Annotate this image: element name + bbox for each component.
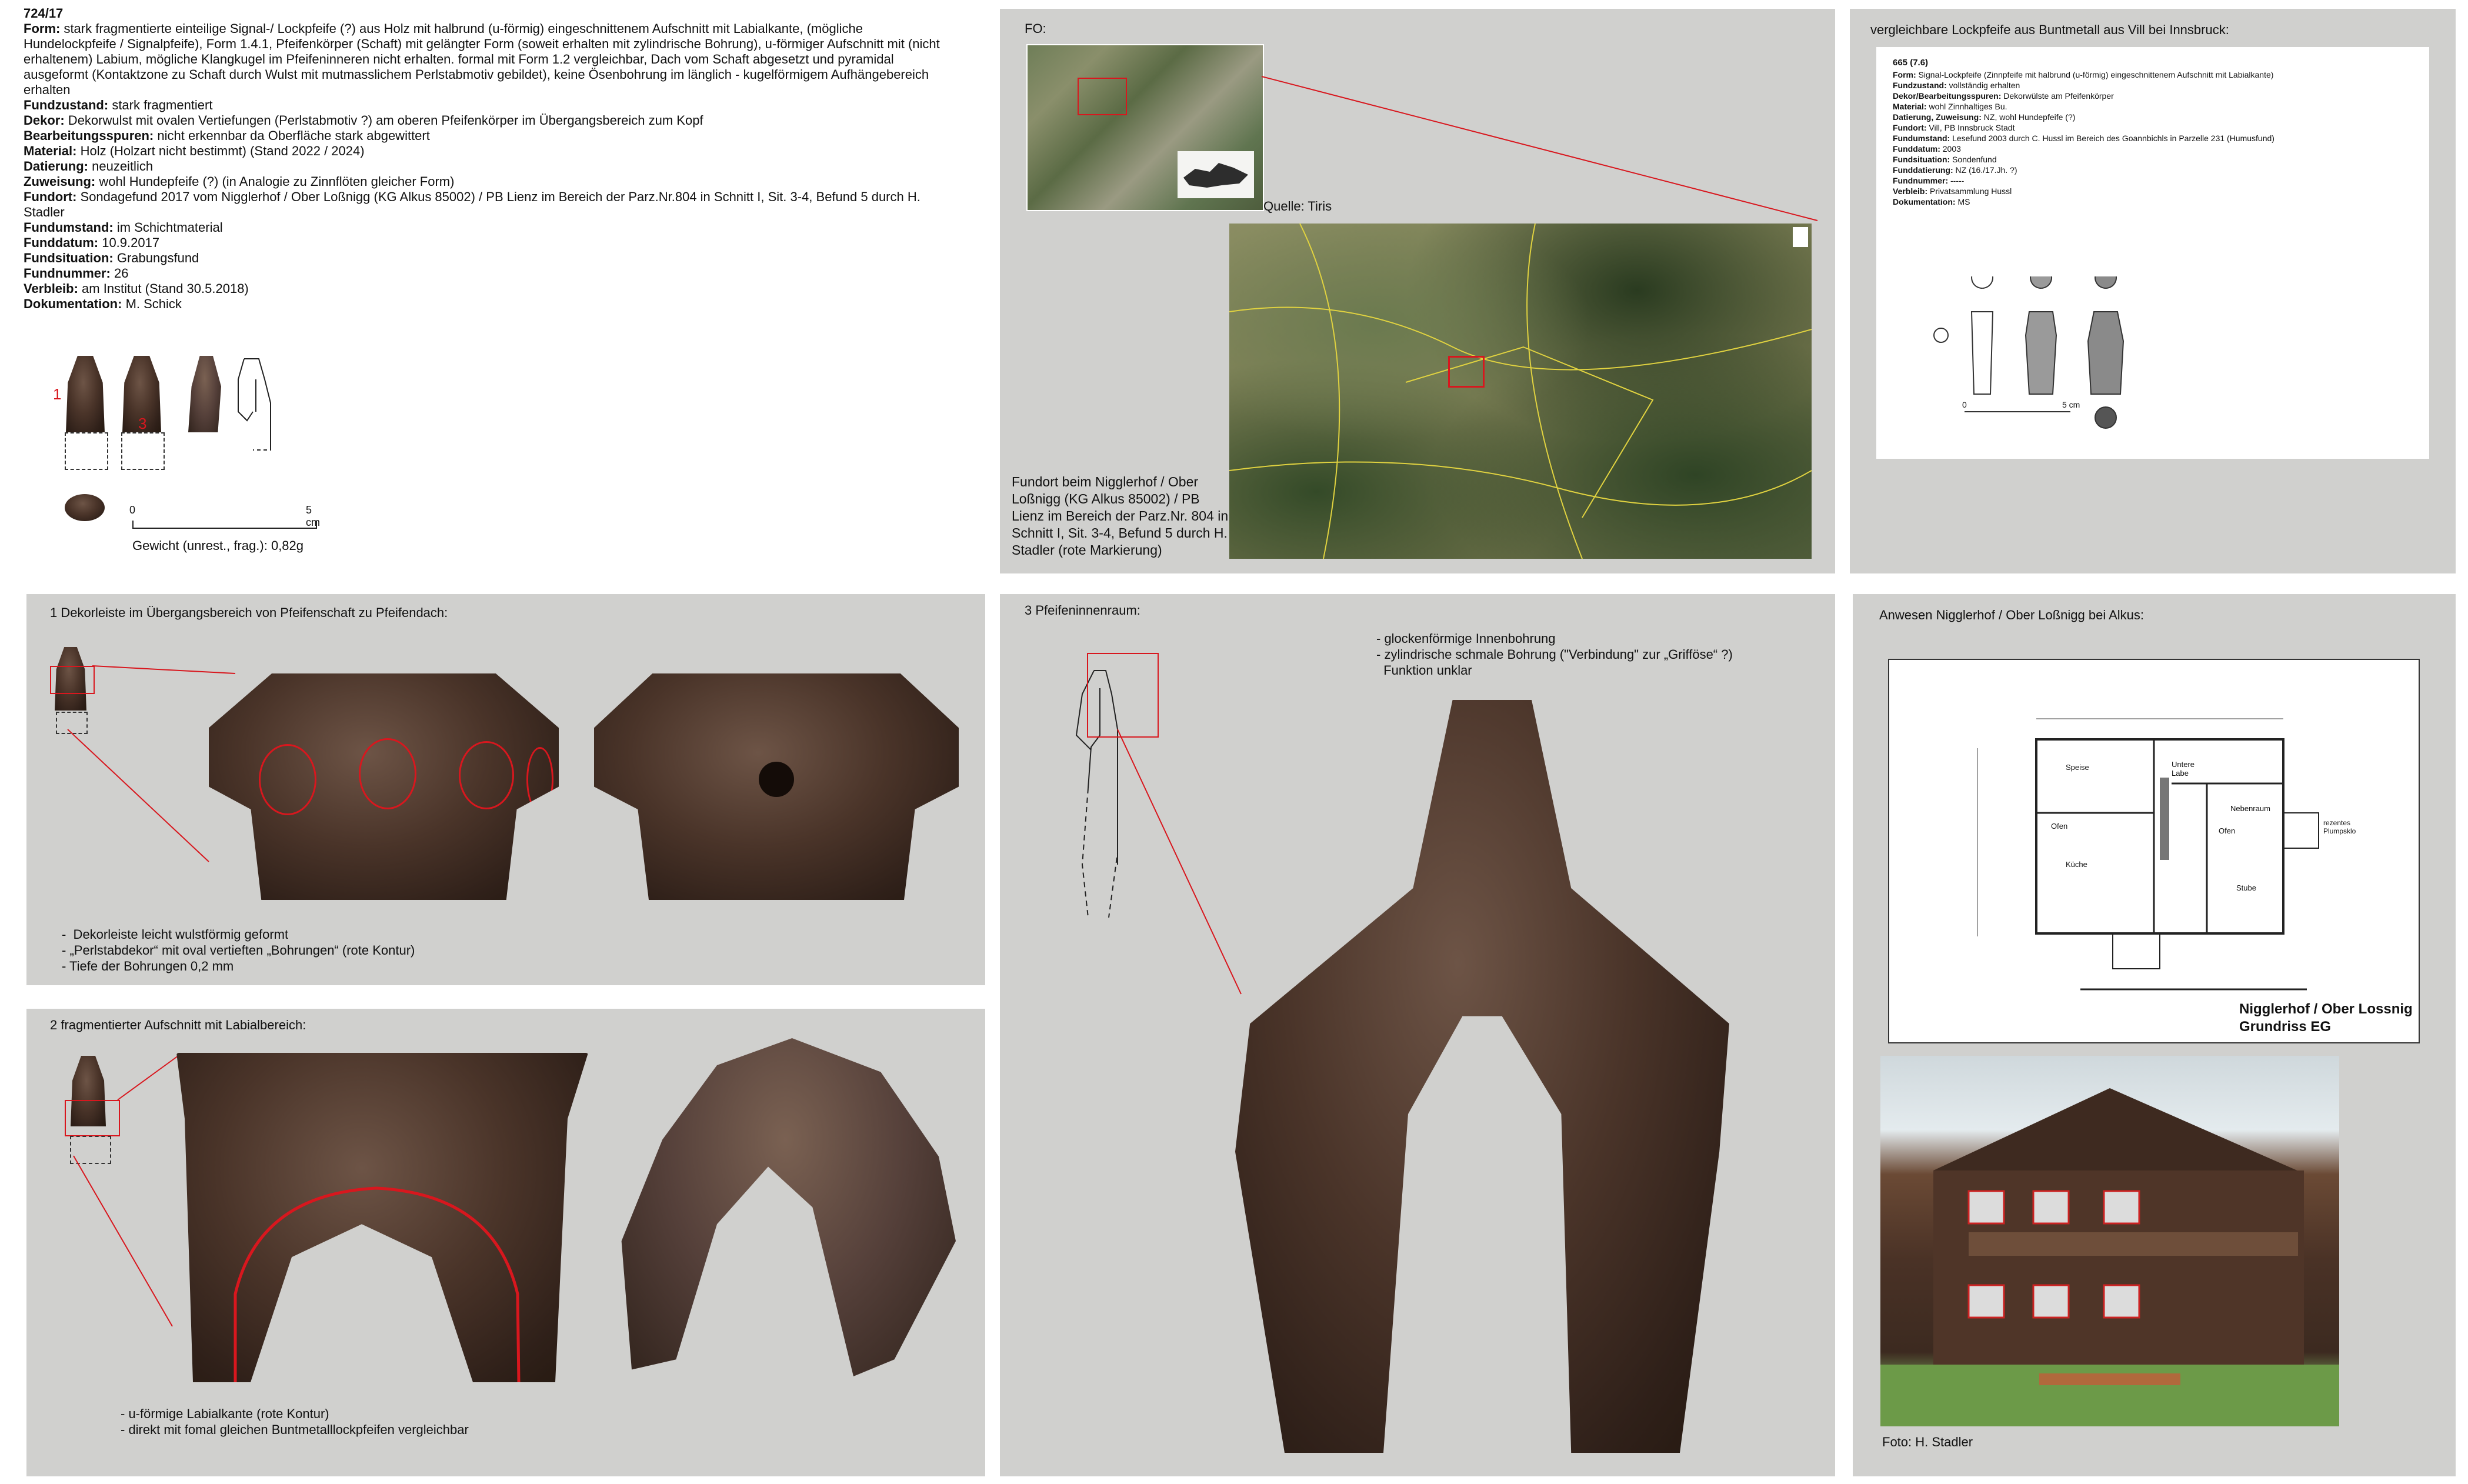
artifact-profile-drawing [229, 356, 282, 456]
entry-text: NZ, wohl Hundepfeife (?) [1981, 112, 2076, 122]
entry-line [1893, 69, 2410, 80]
entry-label: Funddatum: [1893, 144, 1940, 154]
entry-text: Sondenfund [1950, 155, 1997, 164]
entry-line [24, 174, 941, 189]
entry-label: Fundort: [24, 189, 77, 204]
entry-text: im Schichtmaterial [113, 220, 223, 235]
entry-line [24, 98, 941, 113]
entry-text: 26 [110, 266, 129, 281]
bullet-item: - zylindrische schmale Bohrung ("Verbindung" zur „Grifföse“ ?) [1376, 647, 1733, 662]
comparison-title: vergleichbare Lockpfeife aus Buntmetall aus Vill bei Innsbruck: [1870, 22, 2229, 37]
aerial-photo [1229, 224, 1812, 559]
entry-line [24, 144, 941, 159]
perlstab-hole [759, 762, 794, 797]
room-ofen-2: Ofen [2219, 826, 2236, 835]
room-ofen-1: Ofen [2051, 822, 2068, 831]
entry-line [24, 159, 941, 174]
entry-text: 2003 [1940, 144, 1961, 154]
reconstruction-outline-1 [65, 432, 108, 470]
entry-line [1893, 175, 2410, 186]
comparison-card-number: 665 (7.6) [1893, 58, 1929, 68]
entry-label: Datierung: [24, 159, 88, 174]
entry-text: nicht erkennbar da Oberfläche stark abgewittert [154, 128, 430, 143]
scale-bar [132, 521, 317, 529]
entry-line [24, 220, 941, 235]
entry-text: NZ (16./17.Jh. ?) [1953, 165, 2017, 175]
entry-line [24, 128, 941, 144]
entry-text: stark fragmentiert [108, 98, 213, 112]
compass-icon [1793, 227, 1808, 247]
bullet-item: Funktion unklar [1376, 663, 1472, 678]
weight-label: Gewicht (unrest., frag.): 0,82g [132, 538, 304, 553]
perlstab-ring-2 [359, 738, 416, 809]
bullet-item: - glockenförmige Innenbohrung [1376, 631, 1556, 646]
room-nebenraum: Nebenraum [2230, 804, 2270, 813]
entry-text: Signal-Lockpfeife (Zinnpfeife mit halbrund (u-förmig) eingeschnittenem Aufschnitt mit Labialkante) [1916, 70, 2274, 79]
entry-text: ----- [1948, 176, 1965, 185]
room-speise: Speise [2066, 763, 2089, 772]
entry-label: Zuweisung: [24, 174, 96, 189]
entry-text: am Institut (Stand 30.5.2018) [78, 281, 249, 296]
entry-line [24, 296, 941, 312]
bullet-item: - direkt mit fomal gleichen Buntmetalllockpfeifen vergleichbar [121, 1422, 469, 1437]
entry-label: Fundnummer: [1893, 176, 1949, 185]
fo-title: FO: [1025, 21, 1046, 36]
detail1-photo-plain [594, 673, 959, 900]
detail1-bullets [62, 926, 415, 974]
entry-line [1893, 91, 2410, 101]
entry-label: Verbleib: [24, 281, 78, 296]
entry-text: Grabungsfund [113, 251, 199, 265]
entry-label: Funddatierung: [1893, 165, 1953, 175]
photo-credit: Foto: H. Stadler [1882, 1435, 1973, 1449]
entry-text: Vill, PB Innsbruck Stadt [1926, 123, 2015, 132]
entry-label: Funddatum: [24, 235, 99, 250]
entry-line [24, 251, 941, 266]
house-photo [1880, 1056, 2339, 1426]
detail3-panel [1000, 594, 1835, 1476]
entry-line [1893, 101, 2410, 112]
detail1-title: 1 Dekorleiste im Übergangsbereich von Pfeifenschaft zu Pfeifendach: [50, 605, 448, 620]
entry-text: Dekorwülste am Pfeifenkörper [2001, 91, 2114, 101]
entry-label: Bearbeitungsspuren: [24, 128, 154, 143]
bullet-item: - u-förmige Labialkante (rote Kontur) [121, 1406, 329, 1421]
comparison-scale-start: 0 [1962, 400, 1967, 409]
entry-line [24, 21, 941, 98]
view-marker-3: 3 [138, 415, 147, 432]
catalog-sheet [24, 6, 941, 312]
entry-text: Privatsammlung Hussl [1927, 186, 2012, 196]
room-kueche: Küche [2066, 860, 2087, 869]
entry-text: vollständig erhalten [1946, 81, 2020, 90]
detail2-panel [26, 1009, 985, 1476]
plan-caption-line1: Nigglerhof / Ober Lossnig [2239, 1001, 2413, 1017]
entry-text: MS [1955, 197, 1970, 206]
entry-line [24, 266, 941, 281]
entry-line [1893, 144, 2410, 154]
room-plumpsklo: rezentes Plumpsklo [2323, 819, 2356, 835]
perlstab-ring-1 [259, 744, 316, 815]
detail1-photo-marked [209, 673, 559, 900]
house-panel [1853, 594, 2456, 1476]
catalog-number: 724/17 [24, 6, 64, 21]
bullet-item: - Tiefe der Bohrungen 0,2 mm [62, 959, 234, 973]
entry-label: Material: [1893, 102, 1927, 111]
entry-line [1893, 165, 2410, 175]
entry-line [1893, 154, 2410, 165]
entry-label: Fundnummer: [24, 266, 111, 281]
entry-line [1893, 122, 2410, 133]
entry-text: wohl Zinnhaltiges Bu. [1926, 102, 2007, 111]
entry-text: Lesefund 2003 durch C. Hussl im Bereich des Goannbichls in Parzelle 231 (Humusfund) [1950, 134, 2274, 143]
scale-start: 0 [129, 504, 136, 516]
entry-text: stark fragmentierte einteilige Signal-/ Lockpfeife (?) aus Holz mit halbrund (u-förmig) eingeschnittenem Aufschnitt mit Labialkante, (mögliche Hundelockpfeife / Signalpfeife), Form 1.4.1, Pfeifenkörper (Schaft) mit gelängter Form (soweit erhalten mit zylindrische Bohrung), u-förmiger Aufschnitt mit (nicht erhaltenem) Labium, mögliche Klangkugel im Pfeifeninneren nicht erhalten. formal mit Form 1.2 vergleichbar, Dach vom Schaft abgesetzt und pyramidal ausgeformt (Kontaktzone zu Schaft durch Wulst mit mutmasslichem Perlstabmotiv gebildet), keine Ösenbohrung im länglich - kugelförmigem Aufhängebereich erhalten [24, 21, 940, 97]
entry-label: Fundsituation: [1893, 155, 1950, 164]
bullet-item: - Dekorleiste leicht wulstförmig geformt [62, 927, 289, 942]
findspot-marker [1448, 356, 1485, 388]
perlstab-ring-3 [459, 741, 514, 809]
entry-line [1893, 196, 2410, 207]
detail3-bullets [1376, 631, 1733, 678]
entry-text: Holz (Holzart nicht bestimmt) (Stand 2022 / 2024) [76, 144, 365, 158]
entry-label: Verbleib: [1893, 186, 1928, 196]
entry-label: Dekor: [24, 113, 65, 128]
bullet-item: - „Perlstabdekor“ mit oval vertieften „Bohrungen“ (rote Kontur) [62, 943, 415, 958]
comparison-scale-end: 5 cm [2062, 400, 2080, 409]
entry-line [24, 281, 941, 296]
entry-label: Dokumentation: [1893, 197, 1956, 206]
view-marker-1: 1 [53, 385, 62, 403]
artifact-top-view [65, 494, 105, 521]
entry-line [24, 189, 941, 220]
detail1-panel [26, 594, 985, 985]
entry-label: Fundumstand: [24, 220, 114, 235]
detail2-bullets [121, 1406, 469, 1438]
entry-line [24, 113, 941, 128]
catalog-entries [24, 21, 941, 312]
entry-line [24, 235, 941, 251]
artifact-photo-side [188, 356, 221, 432]
entry-text: Sondagefund 2017 vom Nigglerhof / Ober Loßnigg (KG Alkus 85002) / PB Lienz im Bereich der Parz.Nr.804 in Schnitt I, Sit. 3-4, Befund 5 durch H. Stadler [24, 189, 921, 219]
entry-label: Form: [1893, 70, 1916, 79]
room-untere-labe: Untere Labe [2172, 760, 2195, 778]
detail3-title: 3 Pfeifeninnenraum: [1025, 603, 1140, 618]
entry-line [1893, 112, 2410, 122]
artifact-drawing-group [47, 344, 320, 562]
entry-label: Fundzustand: [1893, 81, 1947, 90]
entry-text: M. Schick [122, 296, 182, 311]
entry-label: Fundzustand: [24, 98, 109, 112]
fo-panel [1000, 9, 1835, 573]
comparison-card [1876, 47, 2429, 459]
entry-line [1893, 133, 2410, 144]
fo-caption: Fundort beim Nigglerhof / Ober Loßnigg (KG Alkus 85002) / PB Lienz im Bereich der Parz.Nr. 804 in Schnitt I, Sit. 3-4, Befund 5 durch H. Stadler (rote Markierung) [1012, 474, 1229, 558]
detail2-title: 2 fragmentierter Aufschnitt mit Labialbereich: [50, 1018, 306, 1032]
entry-line [1893, 80, 2410, 91]
entry-text: Dekorwulst mit ovalen Vertiefungen (Perlstabmotiv ?) am oberen Pfeifenkörper im Übergangsbereich zum Kopf [64, 113, 703, 128]
entry-label: Fundumstand: [1893, 134, 1950, 143]
entry-label: Dekor/Bearbeitungsspuren: [1893, 91, 2002, 101]
entry-line [1893, 186, 2410, 196]
artifact-photo-front [66, 356, 105, 432]
entry-text: neuzeitlich [88, 159, 154, 174]
entry-label: Fundsituation: [24, 251, 114, 265]
entry-text: wohl Hundepfeife (?) (in Analogie zu Zinnflöten gleicher Form) [95, 174, 455, 189]
entry-label: Dokumentation: [24, 296, 122, 311]
floor-plan [1888, 659, 2420, 1043]
comparison-panel [1850, 9, 2456, 573]
house-title: Anwesen Nigglerhof / Ober Loßnigg bei Alkus: [1879, 608, 2145, 622]
scale-end: 5 cm [306, 504, 320, 528]
entry-label: Form: [24, 21, 61, 36]
entry-label: Material: [24, 144, 77, 158]
entry-label: Datierung, Zuweisung: [1893, 112, 1982, 122]
plan-caption-line2: Grundriss EG [2239, 1019, 2332, 1035]
entry-label: Fundort: [1893, 123, 1927, 132]
tiris-source-label: Quelle: Tiris [1263, 199, 1332, 214]
entry-text: 10.9.2017 [98, 235, 160, 250]
room-stube: Stube [2236, 883, 2256, 892]
reconstruction-outline-2 [121, 432, 165, 470]
comparison-card-entries [1893, 69, 2410, 207]
